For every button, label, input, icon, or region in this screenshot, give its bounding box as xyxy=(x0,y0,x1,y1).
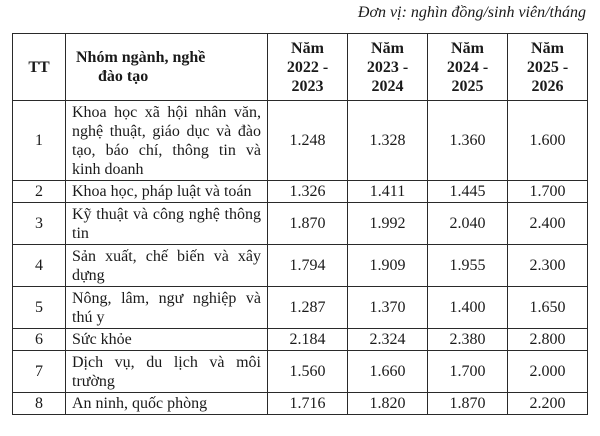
row-value-2025-2026: 1.600 xyxy=(508,101,588,181)
header-year-line2: 2025 - xyxy=(526,58,569,76)
row-value-2022-2023: 1.870 xyxy=(268,203,348,245)
row-value-2022-2023: 2.184 xyxy=(268,329,348,351)
row-value-2022-2023: 1.248 xyxy=(268,101,348,181)
row-tt: 3 xyxy=(13,203,66,245)
row-group: Sản xuất, chế biến và xây dựng xyxy=(66,245,268,287)
row-value-2023-2024: 2.324 xyxy=(348,329,428,351)
row-value-2025-2026: 1.650 xyxy=(508,287,588,329)
row-value-2025-2026: 2.200 xyxy=(508,393,588,415)
header-year-line1: Năm xyxy=(451,39,484,57)
row-value-2022-2023: 1.560 xyxy=(268,351,348,393)
row-value-2024-2025: 1.700 xyxy=(428,351,508,393)
row-value-2022-2023: 1.287 xyxy=(268,287,348,329)
row-group: Khoa học xã hội nhân văn, nghệ thuật, giáo dục và đào tạo, báo chí, thông tin và kinh doanh xyxy=(66,101,268,181)
header-year-line3: 2023 xyxy=(291,77,324,95)
row-value-2025-2026: 2.300 xyxy=(508,245,588,287)
row-value-2024-2025: 2.380 xyxy=(428,329,508,351)
row-tt: 8 xyxy=(13,393,66,415)
header-year-line1: Năm xyxy=(371,39,404,57)
row-value-2024-2025: 1.870 xyxy=(428,393,508,415)
header-year-line3: 2026 xyxy=(531,77,564,95)
row-value-2022-2023: 1.716 xyxy=(268,393,348,415)
header-group xyxy=(66,34,268,101)
header-year-line1: Năm xyxy=(291,39,324,57)
row-value-2023-2024: 1.909 xyxy=(348,245,428,287)
row-value-2022-2023: 1.326 xyxy=(268,181,348,203)
header-year-line3: 2025 xyxy=(451,77,484,95)
row-value-2024-2025: 1.955 xyxy=(428,245,508,287)
row-tt: 6 xyxy=(13,329,66,351)
row-tt: 7 xyxy=(13,351,66,393)
row-tt: 1 xyxy=(13,101,66,181)
table-row xyxy=(13,351,588,393)
table-row xyxy=(13,245,588,287)
header-year-line2: 2024 - xyxy=(446,58,489,76)
row-value-2025-2026: 2.400 xyxy=(508,203,588,245)
row-group: Sức khỏe xyxy=(66,329,268,351)
row-value-2023-2024: 1.411 xyxy=(348,181,428,203)
table-row xyxy=(13,203,588,245)
row-value-2023-2024: 1.660 xyxy=(348,351,428,393)
row-group: An ninh, quốc phòng xyxy=(66,393,268,415)
row-value-2024-2025: 1.445 xyxy=(428,181,508,203)
row-value-2023-2024: 1.992 xyxy=(348,203,428,245)
header-year-line3: 2024 xyxy=(371,77,404,95)
row-value-2024-2025: 1.400 xyxy=(428,287,508,329)
row-group: Khoa học, pháp luật và toán xyxy=(66,181,268,203)
header-year-2023-2024 xyxy=(348,34,428,101)
table-row xyxy=(13,101,588,181)
tuition-fee-table xyxy=(12,33,588,415)
header-year-2025-2026 xyxy=(508,34,588,101)
table-body xyxy=(13,101,588,415)
header-row xyxy=(13,34,588,101)
row-value-2024-2025: 1.360 xyxy=(428,101,508,181)
row-group: Nông, lâm, ngư nghiệp và thú y xyxy=(66,287,268,329)
header-year-line2: 2023 - xyxy=(366,58,409,76)
unit-note: Đơn vị: nghìn đồng/sinh viên/tháng xyxy=(357,4,586,21)
table-header xyxy=(13,34,588,101)
table-row xyxy=(13,329,588,351)
row-value-2024-2025: 2.040 xyxy=(428,203,508,245)
row-group: Dịch vụ, du lịch và môi trường xyxy=(66,351,268,393)
row-tt: 2 xyxy=(13,181,66,203)
row-value-2023-2024: 1.820 xyxy=(348,393,428,415)
row-value-2022-2023: 1.794 xyxy=(268,245,348,287)
header-year-2022-2023 xyxy=(268,34,348,101)
row-value-2023-2024: 1.328 xyxy=(348,101,428,181)
table-row xyxy=(13,181,588,203)
row-tt: 5 xyxy=(13,287,66,329)
row-value-2023-2024: 1.370 xyxy=(348,287,428,329)
row-group: Kỹ thuật và công nghệ thông tin xyxy=(66,203,268,245)
header-tt: TT xyxy=(13,34,66,101)
header-group-line1: Nhóm ngành, nghề xyxy=(76,49,206,66)
header-year-line1: Năm xyxy=(531,39,564,57)
row-value-2025-2026: 2.800 xyxy=(508,329,588,351)
table-row xyxy=(13,287,588,329)
row-value-2025-2026: 1.700 xyxy=(508,181,588,203)
table-row xyxy=(13,393,588,415)
row-value-2025-2026: 2.000 xyxy=(508,351,588,393)
row-tt: 4 xyxy=(13,245,66,287)
header-year-2024-2025 xyxy=(428,34,508,101)
header-group-line2: đào tạo xyxy=(98,68,149,85)
header-year-line2: 2022 - xyxy=(286,58,329,76)
